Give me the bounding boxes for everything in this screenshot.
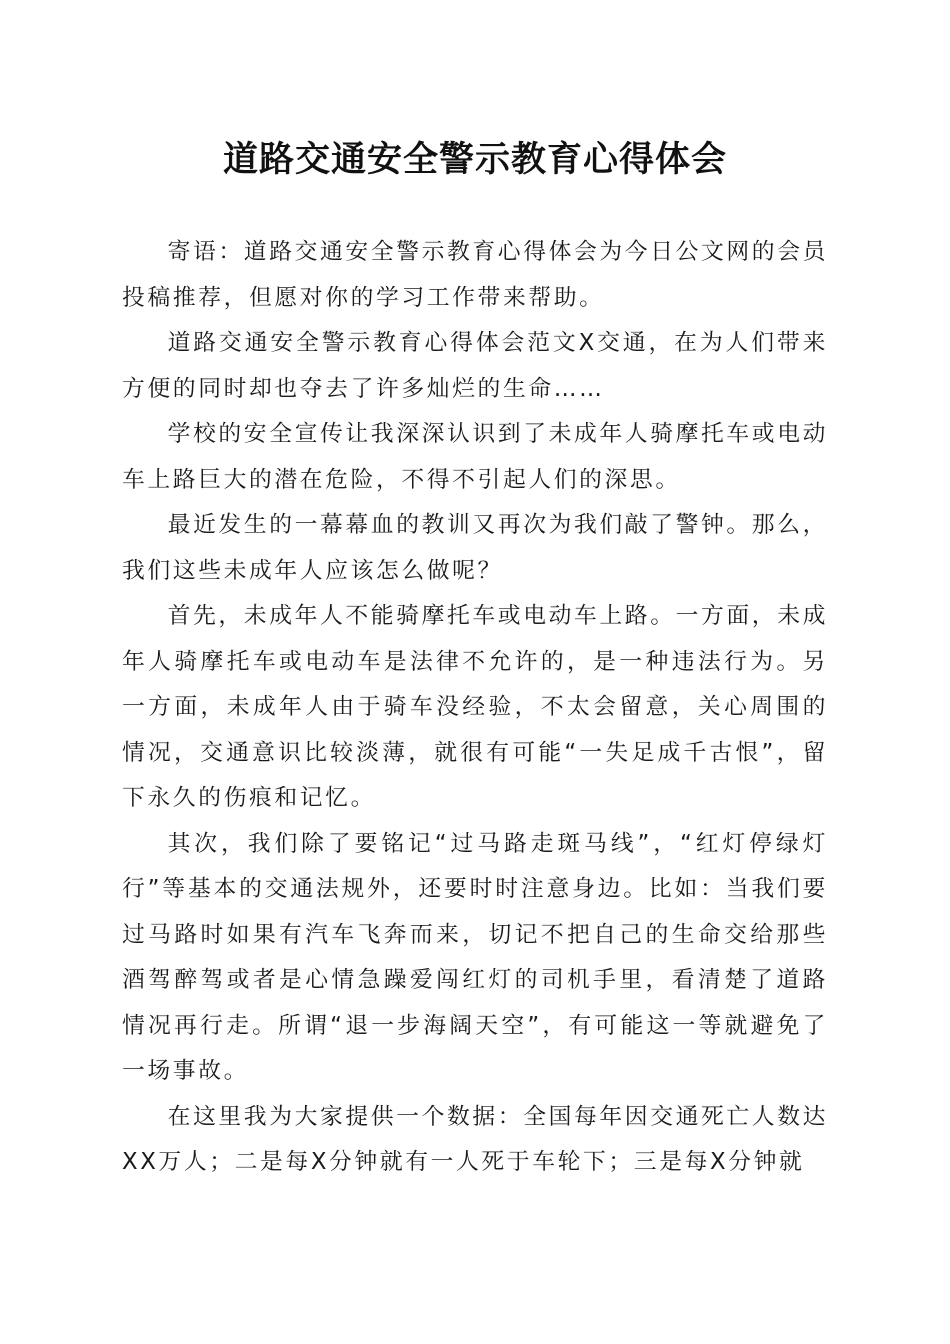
document-body	[122, 230, 828, 1186]
paragraph-first-point: 首先，未成年人不能骑摩托车或电动车上路。一方面，未成年人骑摩托车或电动车是法律不允许的，是一种违法行为。另一方面，未成年人由于骑车没经验，不太会留意，关心周围的情况，交通意识比较淡薄，就很有可能“一失足成千古恨”，留下永久的伤痕和记忆。	[122, 603, 828, 811]
document-title: 道路交通安全警示教育心得体会	[222, 139, 727, 180]
paragraph-school-awareness: 学校的安全宣传让我深深认识到了未成年人骑摩托车或电动车上路巨大的潜在危险，不得不引起人们的深思。	[122, 421, 828, 493]
paragraph-intro: 道路交通安全警示教育心得体会范文X交通，在为人们带来方便的同时却也夺去了许多灿烂的生命……	[122, 330, 828, 402]
paragraph-warning: 最近发生的一幕幕血的教训又再次为我们敲了警钟。那么，我们这些未成年人应该怎么做呢？	[122, 512, 828, 584]
paragraph-foreword: 寄语：道路交通安全警示教育心得体会为今日公文网的会员投稿推荐，但愿对你的学习工作带来帮助。	[122, 239, 828, 311]
paragraph-statistics: 在这里我为大家提供一个数据：全国每年因交通死亡人数达XX万人；二是每X分钟就有一人死于车轮下；三是每X分钟就	[122, 1103, 828, 1175]
paragraph-second-point: 其次，我们除了要铭记“过马路走斑马线”，“红灯停绿灯行”等基本的交通法规外，还要时时注意身边。比如：当我们要过马路时如果有汽车飞奔而来，切记不把自己的生命交给那些酒驾醉驾或者是心情急躁爱闯红灯的司机手里，看清楚了道路情况再行走。所谓“退一步海阔天空”，有可能这一等就避免了一场事故。	[122, 830, 828, 1084]
